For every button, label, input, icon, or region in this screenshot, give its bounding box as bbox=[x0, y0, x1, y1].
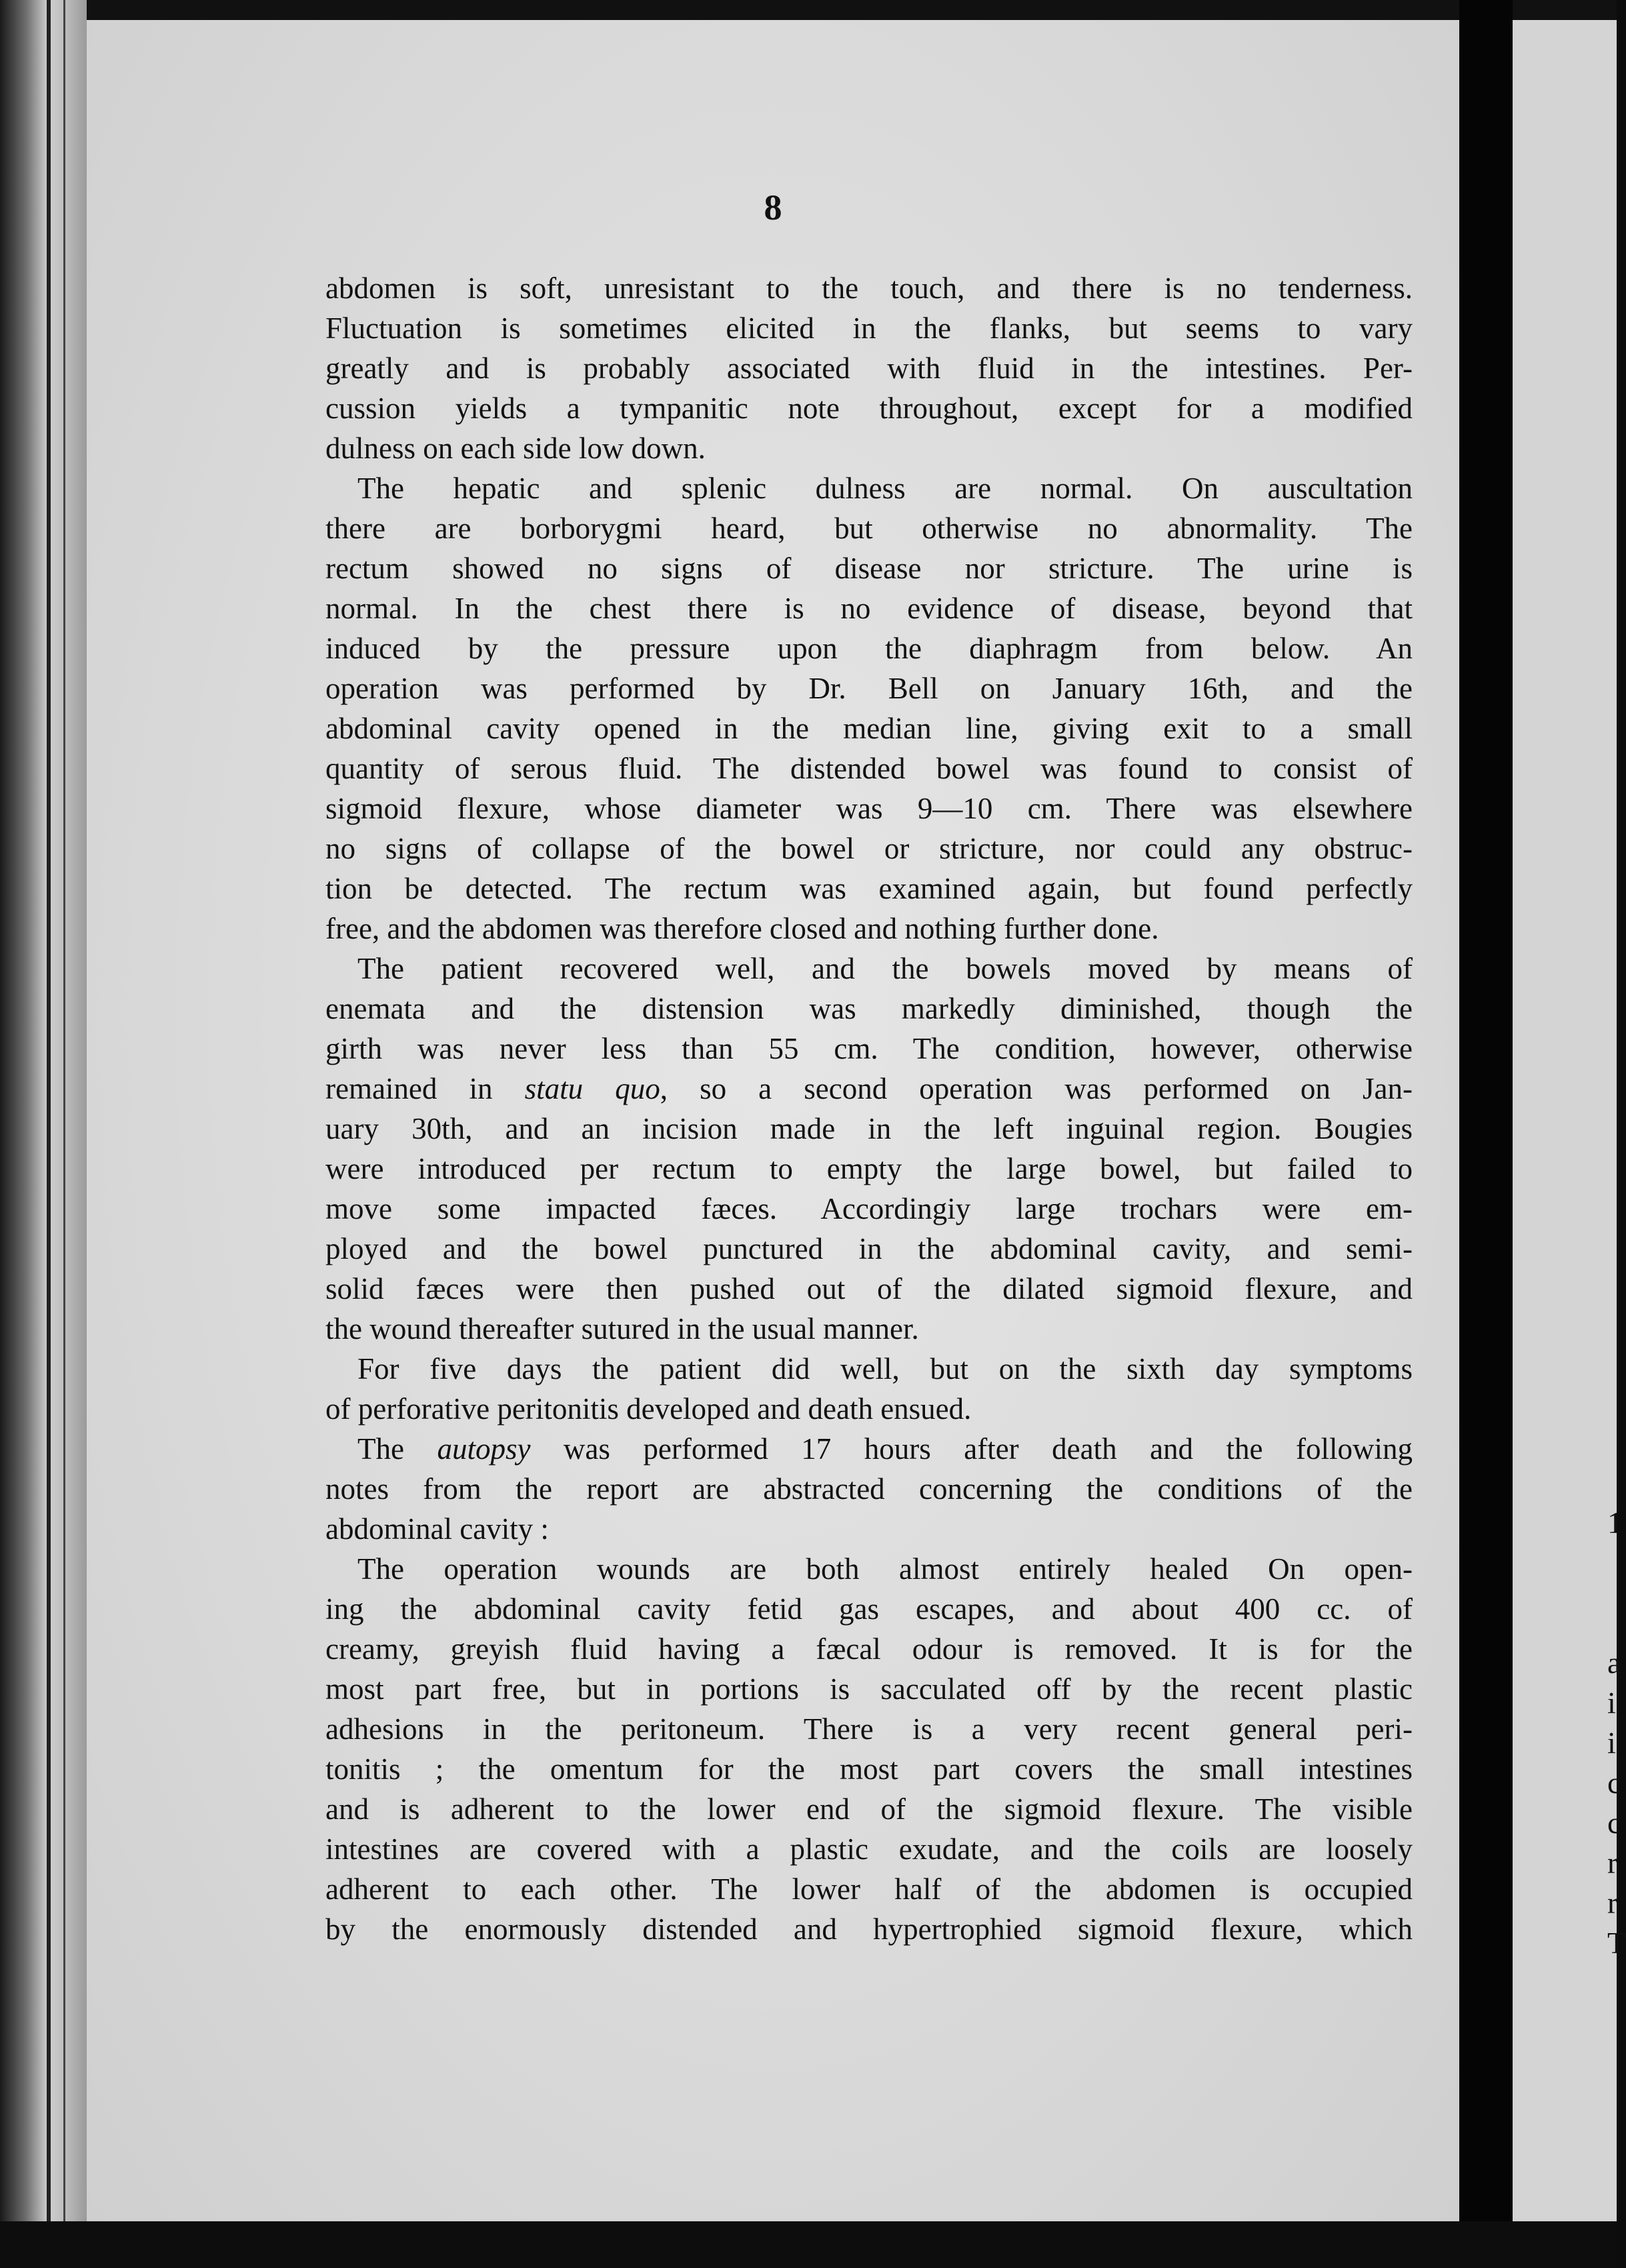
text-line bbox=[325, 1389, 1413, 1429]
text-line-content: greatly and is probably associated with fluid in the intestines. Per- bbox=[325, 352, 1413, 385]
text-line bbox=[325, 468, 1413, 508]
text-line bbox=[325, 869, 1413, 909]
text-line bbox=[325, 1469, 1413, 1509]
text-line-content: The operation wounds are both almost entirely healed On open- bbox=[357, 1552, 1413, 1586]
page-number: 8 bbox=[764, 187, 782, 227]
text-line-content: ing the abdominal cavity fetid gas escapes, and about 400 cc. of bbox=[325, 1592, 1413, 1626]
text-line-content: were introduced per rectum to empty the large bowel, but failed to bbox=[325, 1152, 1413, 1185]
text-line-content: remained in statu quo, so a second operation was performed on Jan- bbox=[325, 1072, 1413, 1105]
text-line bbox=[325, 268, 1413, 308]
text-line-content: abdominal cavity : bbox=[325, 1512, 549, 1546]
text-line-content: of perforative peritonitis developed and death ensued. bbox=[325, 1392, 972, 1426]
text-line bbox=[325, 1909, 1413, 1949]
text-line bbox=[325, 788, 1413, 828]
text-line-content: abdominal cavity opened in the median line, giving exit to a small bbox=[325, 712, 1413, 745]
text-line-content: Fluctuation is sometimes elicited in the flanks, but seems to vary bbox=[325, 312, 1413, 345]
adjacent-page-letter: T bbox=[1607, 1926, 1626, 1960]
text-line-content: For five days the patient did well, but on the sixth day symptoms bbox=[357, 1352, 1413, 1385]
body-text bbox=[325, 268, 1413, 1949]
text-line-content: normal. In the chest there is no evidence of disease, beyond that bbox=[325, 592, 1413, 625]
text-line bbox=[325, 1629, 1413, 1669]
text-line bbox=[325, 1309, 1413, 1349]
text-line-content: and is adherent to the lower end of the sigmoid flexure. The visible bbox=[325, 1792, 1413, 1826]
text-line bbox=[325, 388, 1413, 428]
text-line bbox=[325, 1069, 1413, 1109]
text-line-content: dulness on each side low down. bbox=[325, 432, 706, 465]
text-line bbox=[325, 308, 1413, 348]
text-line bbox=[325, 949, 1413, 989]
text-line bbox=[325, 628, 1413, 668]
text-line bbox=[325, 1869, 1413, 1909]
page-gutter bbox=[1459, 0, 1513, 2268]
text-line-content: by the enormously distended and hypertrophied sigmoid flexure, which bbox=[325, 1912, 1413, 1946]
text-line-content: cussion yields a tympanitic note throughout, except for a modified bbox=[325, 392, 1413, 425]
text-line bbox=[325, 1709, 1413, 1749]
text-line-content: The autopsy was performed 17 hours after death and the following bbox=[357, 1432, 1413, 1466]
adjacent-page-letter: c bbox=[1607, 1806, 1621, 1840]
text-line-content: adherent to each other. The lower half of the abdomen is occupied bbox=[325, 1872, 1413, 1906]
text-line-content: move some impacted fæces. Accordingiy large trochars were em- bbox=[325, 1192, 1413, 1225]
text-line-content: tion be detected. The rectum was examined again, but found perfectly bbox=[325, 872, 1413, 905]
text-line-content: tonitis ; the omentum for the most part covers the small intestines bbox=[325, 1752, 1413, 1786]
text-line-content: enemata and the distension was markedly diminished, though the bbox=[325, 992, 1413, 1025]
text-line bbox=[325, 1589, 1413, 1629]
adjacent-page-letter: i bbox=[1607, 1726, 1616, 1760]
italic-phrase: autopsy bbox=[437, 1432, 531, 1466]
text-line bbox=[325, 1349, 1413, 1389]
text-line bbox=[325, 1429, 1413, 1469]
book-spine-edge bbox=[0, 0, 87, 2268]
adjacent-page-fragment bbox=[1513, 20, 1626, 2228]
text-line bbox=[325, 508, 1413, 548]
text-line-content: The hepatic and splenic dulness are normal. On auscultation bbox=[357, 472, 1413, 505]
document-page bbox=[87, 20, 1459, 2228]
text-line bbox=[325, 1029, 1413, 1069]
text-line bbox=[325, 1149, 1413, 1189]
text-line bbox=[325, 1269, 1413, 1309]
adjacent-page-letter: i bbox=[1607, 1686, 1616, 1720]
text-line-content: free, and the abdomen was therefore closed and nothing further done. bbox=[325, 912, 1159, 945]
adjacent-page-letter: 1 bbox=[1607, 1506, 1623, 1540]
text-line-content: notes from the report are abstracted concerning the conditions of the bbox=[325, 1472, 1413, 1506]
text-line bbox=[325, 989, 1413, 1029]
text-line bbox=[325, 1509, 1413, 1549]
text-line bbox=[325, 1109, 1413, 1149]
text-line-content: no signs of collapse of the bowel or stricture, nor could any obstruc- bbox=[325, 832, 1413, 865]
adjacent-page-letter: a bbox=[1607, 1646, 1621, 1680]
text-line-content: rectum showed no signs of disease nor stricture. The urine is bbox=[325, 552, 1413, 585]
text-line bbox=[325, 828, 1413, 869]
text-line bbox=[325, 548, 1413, 588]
text-line-content: intestines are covered with a plastic exudate, and the coils are loosely bbox=[325, 1832, 1413, 1866]
text-line-content: the wound thereafter sutured in the usual manner. bbox=[325, 1312, 919, 1345]
text-line bbox=[325, 748, 1413, 788]
scan-border-bottom bbox=[0, 2221, 1617, 2268]
text-line bbox=[325, 1549, 1413, 1589]
italic-phrase: statu quo bbox=[524, 1072, 660, 1105]
adjacent-page-letter: r bbox=[1607, 1846, 1618, 1880]
text-line bbox=[325, 909, 1413, 949]
text-line-content: solid fæces were then pushed out of the dilated sigmoid flexure, and bbox=[325, 1272, 1413, 1305]
text-line bbox=[325, 348, 1413, 388]
text-line-content: abdomen is soft, unresistant to the touch, and there is no tenderness. bbox=[325, 271, 1413, 305]
text-line-content: there are borborygmi heard, but otherwise no abnormality. The bbox=[325, 512, 1413, 545]
text-line-content: operation was performed by Dr. Bell on January 16th, and the bbox=[325, 672, 1413, 705]
text-line bbox=[325, 1789, 1413, 1829]
text-line bbox=[325, 1669, 1413, 1709]
text-line bbox=[325, 708, 1413, 748]
text-line-content: sigmoid flexure, whose diameter was 9—10 cm. There was elsewhere bbox=[325, 792, 1413, 825]
text-line bbox=[325, 1829, 1413, 1869]
text-line bbox=[325, 1749, 1413, 1789]
text-line-content: induced by the pressure upon the diaphragm from below. An bbox=[325, 632, 1413, 665]
text-line bbox=[325, 428, 1413, 468]
text-line-content: uary 30th, and an incision made in the left inguinal region. Bougies bbox=[325, 1112, 1413, 1145]
text-line-content: most part free, but in portions is sacculated off by the recent plastic bbox=[325, 1672, 1413, 1706]
adjacent-page-letter: c bbox=[1607, 1766, 1621, 1800]
adjacent-page-letter: r bbox=[1607, 1886, 1618, 1920]
text-line-content: girth was never less than 55 cm. The condition, however, otherwise bbox=[325, 1032, 1413, 1065]
text-line-content: creamy, greyish fluid having a fæcal odour is removed. It is for the bbox=[325, 1632, 1413, 1666]
text-line bbox=[325, 1229, 1413, 1269]
text-line bbox=[325, 588, 1413, 628]
text-line-content: The patient recovered well, and the bowels moved by means of bbox=[357, 952, 1413, 985]
text-line bbox=[325, 668, 1413, 708]
text-line-content: quantity of serous fluid. The distended bowel was found to consist of bbox=[325, 752, 1413, 785]
text-line bbox=[325, 1189, 1413, 1229]
text-line-content: adhesions in the peritoneum. There is a very recent general peri- bbox=[325, 1712, 1413, 1746]
text-line-content: ployed and the bowel punctured in the abdominal cavity, and semi- bbox=[325, 1232, 1413, 1265]
